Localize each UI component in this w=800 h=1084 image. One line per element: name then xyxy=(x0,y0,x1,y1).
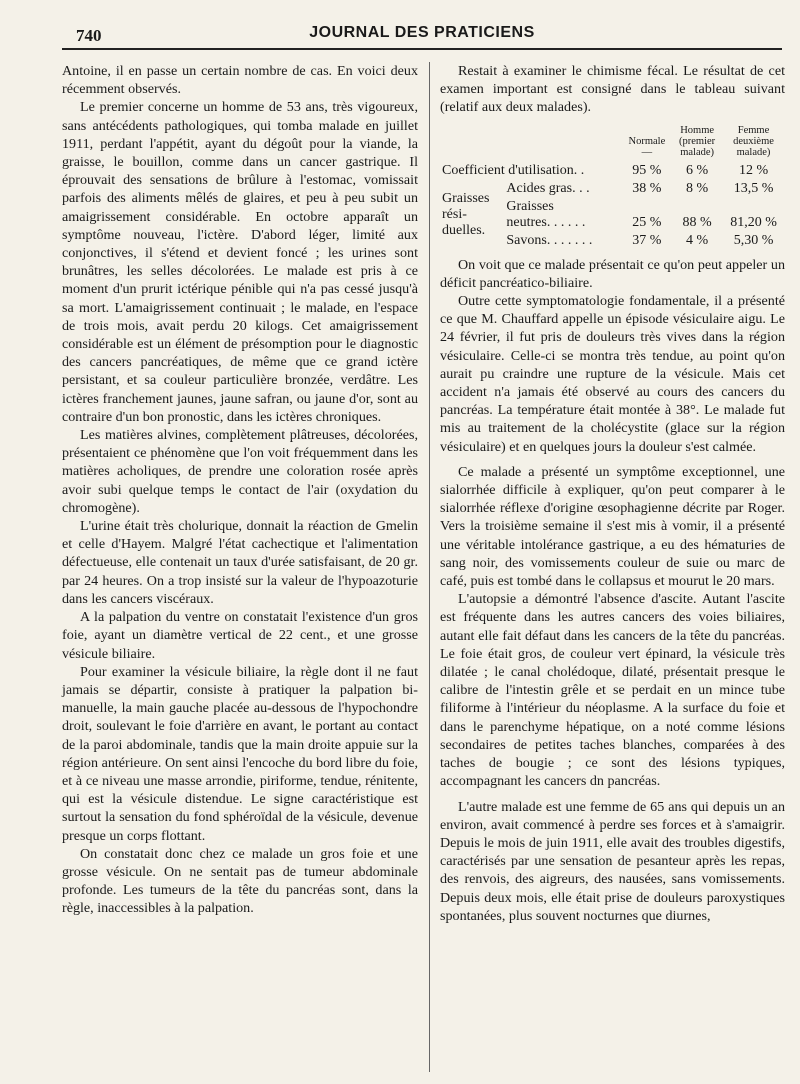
paragraph: On voit que ce malade présentait ce qu'on peut appeler un déficit pancréatico-biliaire. xyxy=(440,256,785,291)
cell-homme: 4 % xyxy=(686,232,709,248)
paragraph: Outre cette symptomatologie fondamentale, il a présenté ce que M. Chauffard appelle un épisode vésiculaire aigu. Le 24 février, il fut pris de douleurs très vives dans la région vésiculaire. Celle-ci se montra très tendue, au point qu'on aurait pu craindre une rupture de la vésicule. Mais cet accident n'a jamais été observé au cours des cancers du pancréas. La température était montée à 38°. Le malade fut mis au traitement de la cholécystite (glace sur la région vésiculaire) et en quelques jours la douleur s'est calmée. xyxy=(440,293,785,455)
cell-femme: 13,5 % xyxy=(733,180,774,196)
cell-femme: 5,30 % xyxy=(733,232,774,248)
paragraph: L'autopsie a démontré l'absence d'ascite. Autant l'ascite est fréquente dans les autres cancers des voies biliaires, autant elle fait défaut dans les cancers de la tête du pancréas. Le foie était gros, de couleur vert épinard, la vésicule très dilatée ; le canal cholédoque, dilaté, présentait presque le calibre de l'intestin grêle et se perdait en un mince tube filiforme à l'intérieur du néoplasme. A la surface du foie et dans le parenchyme hépatique, on a noté comme lésions secondaires de petites taches blanches, comparées à des taches de bougie ; ce sont des lésions typiques, accompagnant les cancers dn pancréas. xyxy=(440,591,785,790)
running-title: JOURNAL DES PRATICIENS xyxy=(309,24,535,41)
table-row xyxy=(440,180,785,198)
paragraph: Antoine, il en passe un certain nombre de cas. En voici deux récemment observés. xyxy=(62,63,418,98)
paragraph: L'urine était très cholurique, donnait la réaction de Gmelin et celle d'Hayem. Malgré l'état cachectique et l'alimentation défectueuse, elle contenait un taux d'urée satisfaisant, de 20 gr. par 24 heures. On a trop insisté sur la valeur de l'hypoazoturie dans les cancers viscéraux. xyxy=(62,518,418,607)
header-rule xyxy=(62,48,782,50)
cell-normale: 37 % xyxy=(632,232,662,248)
row-label: Graisses neutres. . . . . . xyxy=(506,198,586,230)
cell-femme: 12 % xyxy=(738,162,769,178)
paragraph: Pour examiner la vésicule biliaire, la règle dont il ne faut jamais se départir, consiste à pratiquer la palpation bi-manuelle, la main gauche placée au-dessous de l'hypochondre droit, soulevant le foie d'arrière en avant, le portant au contact de la paroi abdominale, tandis que la main droite appuie sur la région antérieure. On sent ainsi l'encoche du bord libre du foie, et à ce niveau une masse arrondie, piriforme, tendue, rénitente, qui est la vésicule distendue. Le signe caractéristique est surtout la sensation du fond sphéroïdal de la vésicule, devenue presque un corps flottant. xyxy=(62,663,418,844)
cell-homme: 8 % xyxy=(686,180,709,196)
cell-femme: 81,20 % xyxy=(730,214,777,230)
cell-homme: 6 % xyxy=(686,162,709,178)
paragraph: L'autre malade est une femme de 65 ans qui depuis un an environ, avait commencé à perdre ses forces et à s'amaigrir. Depuis le mois de juin 1911, elle avait des troubles digestifs, caractérisés par une sensation de pesanteur après les repas, des renvois, des aigreurs, des nausées, sans vomissements. Depuis deux mois, elle était prise de douleurs paroxystiques spontanées, plus souvent nocturnes que diurnes, xyxy=(440,798,785,924)
page-header xyxy=(62,18,782,48)
paragraph: On constatait donc chez ce malade un gros foie et une grosse vésicule. On ne sentait pas de tumeur abdominale profonde. Les tumeurs de la tête du pancréas sont, dans la règle, inaccessibles à la palpation. xyxy=(62,845,418,917)
right-column xyxy=(440,62,785,925)
cell-normale: 25 % xyxy=(632,214,662,230)
cell-homme: 88 % xyxy=(682,214,712,230)
cell-normale: 38 % xyxy=(632,180,662,196)
table-row xyxy=(440,162,785,180)
table-header-row xyxy=(440,125,785,162)
row-label: Acides gras. . . xyxy=(506,180,590,196)
paragraph: Les matières alvines, complètement plâtreuses, décolorées, présentaient ce phénomène que l'on voit fréquemment dans les matières acholiques, de prendre une coloration rosée après avoir subi quelque temps le contact de l'air (oxydation du chromogène). xyxy=(62,427,418,516)
left-column xyxy=(62,62,418,918)
column-divider xyxy=(429,62,430,1072)
header-femme: Femme deuxième malade) xyxy=(733,124,774,158)
paragraph: Ce malade a présenté un symptôme exceptionnel, une sialorrhée difficile à expliquer, qu'on peut comparer à le sialorrhée réflexe d'origine œsophagienne décrite par Roger. Vers la troisième semaine il s'est mis à vomir, il a présenté une véritable intolérance gastrique, a eu des hématuries de sang noir, des vomissements couleur de suie ou marc de café, puis est tombé dans le collapsus et mourut le 20 mars. xyxy=(440,463,785,590)
row-label: Coefficient d'utilisation. . xyxy=(442,162,585,178)
paragraph: A la palpation du ventre on constatait l'existence d'un gros foie, ayant un diamètre vertical de 22 cent., et une grosse vésicule biliaire. xyxy=(62,609,418,662)
paragraph: Le premier concerne un homme de 53 ans, très vigoureux, sans antécédents pathologiques, qui tomba malade en juillet 1911, perdant l'appétit, ayant du dégoût pour la viande, la graisse, le bouillon, comme dans un cancer gastrique. Il éprouvait des sensations de brûlure à l'estomac, vomissait parfois des aliments mêlés de glaires, et peu à peu subit un amaigrissement considérable. En octobre apparaît un symptôme nouveau, l'ictère. D'abord léger, limité aux conjonctives, il s'étend et devient foncé ; les urines sont brunâtres, les selles décolorées. Le malade est pris à ce moment d'un prurit ictérique pénible qui n'a pas cessé jusqu'à sa mort. L'amaigrissement continuait ; le malade, en l'espace de trois mois, avait perdu 20 kilogs. Cet amaigrissement considérable est un élément de présomption pour le diagnostic des cancers pancréatiques, de même que ce grand ictère persistant, et sa couleur particulière bronzée, verdâtre. Les ictères franchement jaunes, jaune safran, ou jaune d'or, sont au contraire d'un bon pronostic, dans les ictères chroniques. xyxy=(62,99,418,425)
row-label: Savons. . . . . . . xyxy=(506,232,593,248)
page-number: 740 xyxy=(76,26,102,45)
cell-normale: 95 % xyxy=(632,162,662,178)
header-normale: Normale — xyxy=(628,135,666,158)
header-homme: Homme (premier malade) xyxy=(679,124,716,158)
group-label: Graisses rési- duelles. xyxy=(442,190,490,238)
fecal-chemistry-table xyxy=(440,125,785,250)
paragraph: Restait à examiner le chimisme fécal. Le résultat de cet examen important est consigné dans le tableau suivant (relatif aux deux malades). xyxy=(440,63,785,116)
